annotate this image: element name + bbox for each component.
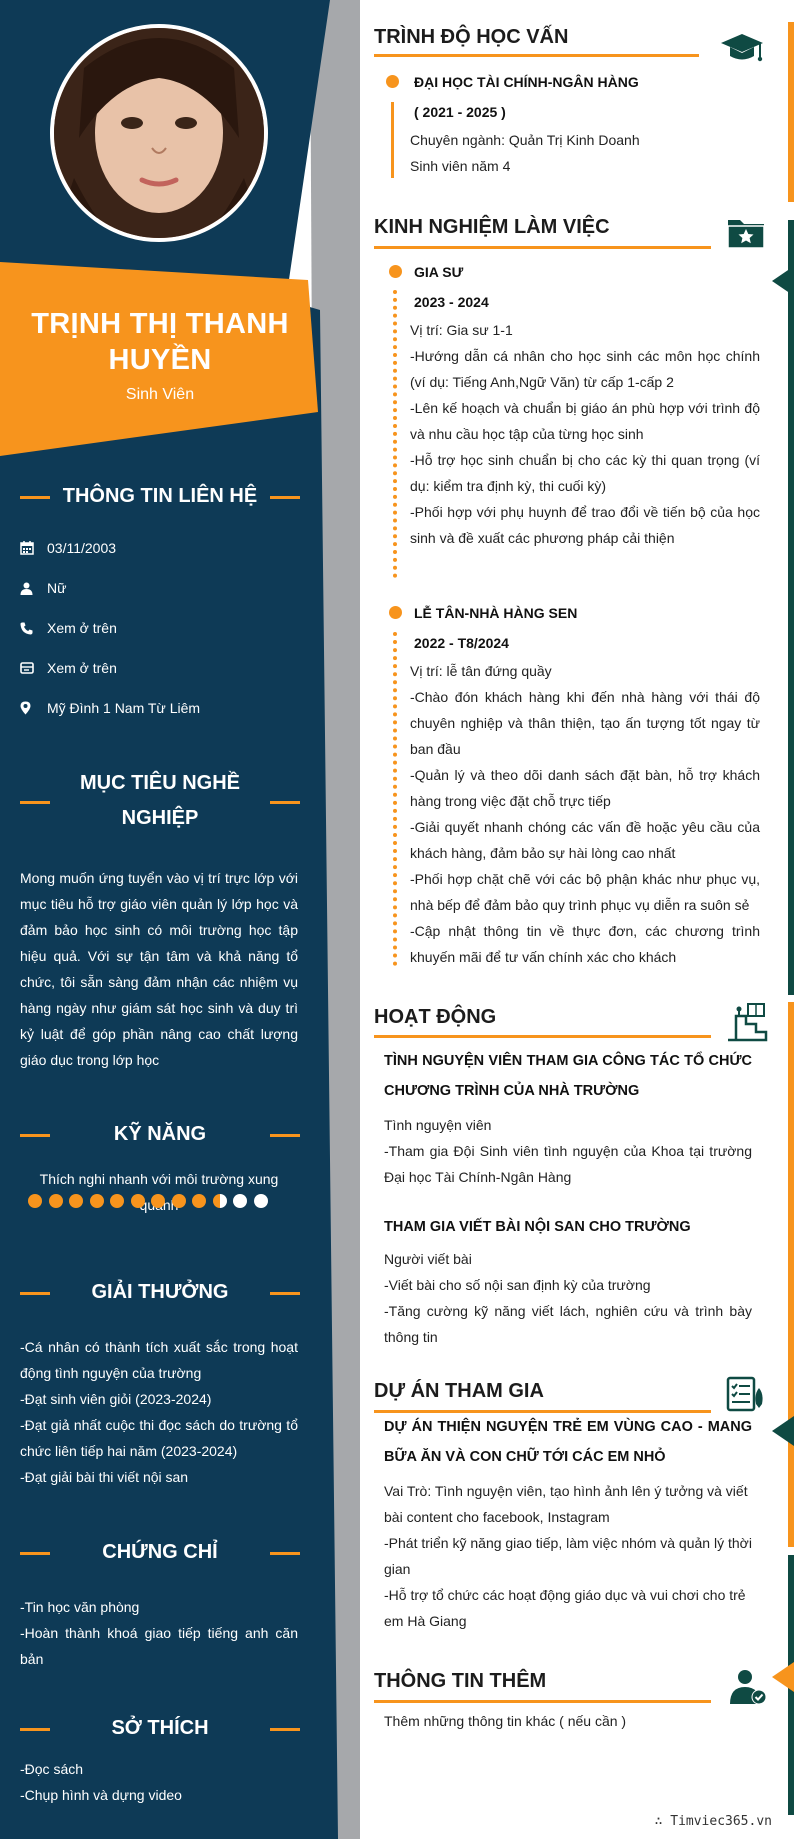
hobby-item: -Chụp hình và dựng video bbox=[20, 1787, 182, 1803]
contact-value: Mỹ Đình 1 Nam Từ Liêm bbox=[47, 700, 201, 716]
job-period: 2022 - T8/2024 bbox=[414, 635, 509, 651]
accent-bar bbox=[788, 1002, 794, 1547]
contact-title-text: THÔNG TIN LIÊN HỆ bbox=[62, 485, 258, 507]
title-bar-right bbox=[270, 1292, 300, 1295]
education-details bbox=[410, 127, 750, 179]
award-item: -Đạt giả nhất cuộc thi đọc sách do trường tổ chức liên tiếp hai năm (2023-2024) bbox=[20, 1417, 298, 1459]
hobbies-list bbox=[20, 1756, 298, 1808]
objective-text: Mong muốn ứng tuyển vào vị trí trực lớp với mục tiêu hỗ trợ giáo viên quản lý lớp học và đảm bảo học sinh có môi trường học tập hiệu quả. Với sự tận tâm và khả năng tổ chức, tôi sẵn sàng đảm nhận các nhiệm vụ hàng ngày như giám sát học sinh và duy trì kỷ luật để góp phần nâng cao chất lượng giáo dục trong lớp học bbox=[20, 870, 298, 1068]
section-underline bbox=[374, 54, 699, 57]
title-bar-left bbox=[20, 1728, 50, 1731]
job-line: -Chào đón khách hàng khi đến nhà hàng với thái độ chuyên nghiệp và thân thiện, tạo ấn tượng tốt ngay từ ban đầu bbox=[410, 689, 760, 757]
title-bar-left bbox=[20, 496, 50, 499]
activity-line: -Viết bài cho số nội san định kỳ của trường bbox=[384, 1277, 651, 1293]
skill-dot bbox=[192, 1194, 206, 1208]
user-icon bbox=[20, 582, 47, 595]
graduation-cap-icon bbox=[720, 32, 764, 64]
timeline-bullet bbox=[386, 75, 399, 88]
skill-dot bbox=[233, 1194, 247, 1208]
email-icon bbox=[20, 662, 47, 675]
title-bar-left bbox=[20, 801, 50, 804]
activity-line: Tình nguyện viên bbox=[384, 1117, 492, 1133]
skills-section-title bbox=[20, 1116, 300, 1152]
avatar-portrait bbox=[54, 28, 264, 238]
objective-section-title bbox=[20, 766, 300, 836]
skill-rating bbox=[28, 1194, 268, 1208]
skills-title-text: KỸ NĂNG bbox=[113, 1123, 207, 1145]
contact-gender bbox=[20, 568, 300, 608]
contact-phone bbox=[20, 608, 300, 648]
skill-dot bbox=[69, 1194, 83, 1208]
accent-arrow bbox=[772, 1416, 794, 1446]
skill-dot bbox=[254, 1194, 268, 1208]
job-description bbox=[410, 317, 760, 551]
user-check-icon bbox=[728, 1668, 768, 1706]
contact-address bbox=[20, 688, 300, 728]
awards-list bbox=[20, 1334, 298, 1490]
award-item: -Đạt sinh viên giỏi (2023-2024) bbox=[20, 1391, 212, 1407]
skill-dot bbox=[151, 1194, 165, 1208]
job-line: Vị trí: Gia sư 1-1 bbox=[410, 322, 513, 338]
accent-arrow bbox=[772, 1662, 794, 1692]
location-icon bbox=[20, 701, 47, 715]
title-bar-left bbox=[20, 1292, 50, 1295]
project-title: DỰ ÁN THIỆN NGUYỆN TRẺ EM VÙNG CAO - MANG BỮA ĂN VÀ CON CHỮ TỚI CÁC EM NHỎ bbox=[384, 1419, 752, 1465]
awards-section-title bbox=[20, 1274, 300, 1310]
skill-dot bbox=[90, 1194, 104, 1208]
activities-section-title: HOẠT ĐỘNG bbox=[374, 1006, 497, 1028]
hobby-item: -Đọc sách bbox=[20, 1761, 84, 1777]
title-bar-right bbox=[270, 1728, 300, 1731]
job-line: -Hướng dẫn cá nhân cho học sinh các môn học chính (ví dụ: Tiếng Anh,Ngữ Văn) từ cấp 1-cấp 2 bbox=[410, 348, 760, 390]
job-line: -Cập nhật thông tin về thực đơn, các chương trình khuyến mãi để tư vấn chính xác cho khách bbox=[410, 923, 760, 965]
hobbies-title-text: SỞ THÍCH bbox=[111, 1717, 209, 1739]
sidebar bbox=[0, 0, 320, 1839]
job-line: -Giải quyết nhanh chóng các vấn đề hoặc yêu cầu của khách hàng, đảm bảo sự hài lòng cao nhất bbox=[410, 819, 760, 861]
candidate-role: Sinh Viên bbox=[125, 386, 195, 403]
skill-dot bbox=[213, 1194, 227, 1208]
job-description bbox=[410, 658, 760, 970]
briefcase-star-icon bbox=[726, 216, 766, 250]
candidate-name: TRỊNH THỊ THANH HUYỀN bbox=[31, 308, 289, 376]
job-line: -Phối hợp với phụ huynh để trao đổi về tiến bộ của học sinh và đề xuất các phương pháp cải thiện bbox=[410, 504, 760, 546]
title-bar-right bbox=[270, 1134, 300, 1137]
job-company: GIA SƯ bbox=[414, 264, 464, 280]
skill-name: Thích nghi nhanh với môi trường xung bbox=[39, 1171, 279, 1187]
job-company: LỄ TÂN-NHÀ HÀNG SEN bbox=[414, 605, 578, 621]
skill-dot bbox=[49, 1194, 63, 1208]
title-bar-right bbox=[270, 1552, 300, 1555]
job-line: -Phối hợp chặt chẽ với các bộ phận khác như phục vụ, nhà bếp để đảm bảo quy trình phục vụ diễn ra suôn sẻ bbox=[410, 871, 760, 913]
title-bar-left bbox=[20, 1552, 50, 1555]
job-line: -Hỗ trợ học sinh chuẩn bị cho các kỳ thi quan trọng (ví dụ: kiểm tra định kỳ, thi cuối kỳ) bbox=[410, 452, 760, 494]
accent-bar bbox=[788, 220, 794, 995]
contact-value: Xem ở trên bbox=[47, 660, 117, 676]
activity-title: THAM GIA VIẾT BÀI NỘI SAN CHO TRƯỜNG bbox=[384, 1219, 691, 1235]
experience-section-title: KINH NGHIỆM LÀM VIỆC bbox=[374, 216, 610, 238]
project-line: -Phát triển kỹ năng giao tiếp, làm việc nhóm và quản lý thời gian bbox=[384, 1535, 752, 1577]
stairs-goal-icon bbox=[726, 1002, 768, 1042]
contact-birthdate bbox=[20, 528, 300, 568]
education-period: ( 2021 - 2025 ) bbox=[414, 104, 506, 120]
accent-bar bbox=[788, 22, 794, 202]
timeline-dotted-line bbox=[393, 632, 397, 966]
contact-email bbox=[20, 648, 300, 688]
education-year: Sinh viên năm 4 bbox=[410, 158, 511, 174]
education-major: Chuyên ngành: Quản Trị Kinh Doanh bbox=[410, 132, 640, 148]
certificate-item: -Tin học văn phòng bbox=[20, 1599, 140, 1615]
skill-dot bbox=[172, 1194, 186, 1208]
section-underline bbox=[374, 1035, 711, 1038]
watermark: ∴ Timviec365.vn bbox=[654, 1814, 772, 1829]
title-bar-right bbox=[270, 801, 300, 804]
job-period: 2023 - 2024 bbox=[414, 294, 489, 310]
hobbies-section-title bbox=[20, 1710, 300, 1746]
award-item: -Đạt giải bài thi viết nội san bbox=[20, 1469, 189, 1485]
section-underline bbox=[374, 1700, 711, 1703]
certificates-list bbox=[20, 1594, 298, 1672]
skill-dot bbox=[110, 1194, 124, 1208]
activity-description bbox=[384, 1112, 752, 1190]
extra-section-title: THÔNG TIN THÊM bbox=[374, 1670, 547, 1692]
accent-arrow bbox=[772, 266, 794, 296]
skill-dot bbox=[131, 1194, 145, 1208]
certificates-title-text: CHỨNG CHỈ bbox=[102, 1541, 218, 1563]
job-line: Vị trí: lễ tân đứng quầy bbox=[410, 663, 552, 679]
education-school: ĐẠI HỌC TÀI CHÍNH-NGÂN HÀNG bbox=[414, 74, 639, 90]
extra-text: Thêm những thông tin khác ( nếu cần ) bbox=[384, 1713, 627, 1729]
timeline-bullet bbox=[389, 606, 402, 619]
activity-line: Người viết bài bbox=[384, 1251, 472, 1267]
project-line: Vai Trò: Tình nguyện viên, tạo hình ảnh lên ý tưởng và viết bài content cho facebook, Instagram bbox=[384, 1483, 748, 1525]
certificate-item: -Hoàn thành khoá giao tiếp tiếng anh căn bản bbox=[20, 1625, 298, 1667]
certificates-section-title bbox=[20, 1534, 300, 1570]
project-checklist-icon bbox=[726, 1374, 766, 1414]
section-underline bbox=[374, 246, 711, 249]
objective-title-line1: MỤC TIÊU NGHỀ bbox=[80, 772, 240, 794]
calendar-icon bbox=[20, 541, 47, 555]
activity-line: -Tham gia Đội Sinh viên tình nguyện của Khoa tại trường Đại học Tài Chính-Ngân Hàng bbox=[384, 1143, 752, 1185]
contact-value: 03/11/2003 bbox=[47, 540, 117, 556]
objective-title-line2: NGHIỆP bbox=[121, 807, 199, 829]
phone-icon bbox=[20, 622, 47, 635]
project-description bbox=[384, 1478, 752, 1634]
timeline-bullet bbox=[389, 265, 402, 278]
project-line: -Hỗ trợ tổ chức các hoạt động giáo dục và vui chơi cho trẻ em Hà Giang bbox=[384, 1587, 746, 1629]
job-line: -Quản lý và theo dõi danh sách đặt bàn, hỗ trợ khách hàng trong việc đặt chỗ trực tiếp bbox=[410, 767, 760, 809]
contact-value: Nữ bbox=[47, 580, 67, 596]
timeline-line bbox=[391, 102, 394, 178]
education-section-title: TRÌNH ĐỘ HỌC VẤN bbox=[374, 26, 569, 48]
contact-list bbox=[20, 528, 300, 728]
activity-line: -Tăng cường kỹ năng viết lách, nghiên cứu và trình bày thông tin bbox=[384, 1303, 752, 1345]
job-line: -Lên kế hoạch và chuẩn bị giáo án phù hợp với trình độ và nhu cầu học tập của từng học sinh bbox=[410, 400, 760, 442]
awards-title-text: GIẢI THƯỞNG bbox=[91, 1281, 229, 1303]
activity-title: TÌNH NGUYỆN VIÊN THAM GIA CÔNG TÁC TỔ CHỨC CHƯƠNG TRÌNH CỦA NHÀ TRƯỜNG bbox=[384, 1053, 752, 1099]
contact-value: Xem ở trên bbox=[47, 620, 117, 636]
activity-description bbox=[384, 1246, 752, 1350]
skill-dot bbox=[28, 1194, 42, 1208]
title-bar-left bbox=[20, 1134, 50, 1137]
avatar bbox=[50, 24, 268, 242]
title-bar-right bbox=[270, 496, 300, 499]
award-item: -Cá nhân có thành tích xuất sắc trong hoạt động tình nguyện của trường bbox=[20, 1339, 298, 1381]
timeline-dotted-line bbox=[393, 290, 397, 578]
contact-section-title bbox=[20, 478, 300, 514]
projects-section-title: DỰ ÁN THAM GIA bbox=[374, 1380, 544, 1402]
